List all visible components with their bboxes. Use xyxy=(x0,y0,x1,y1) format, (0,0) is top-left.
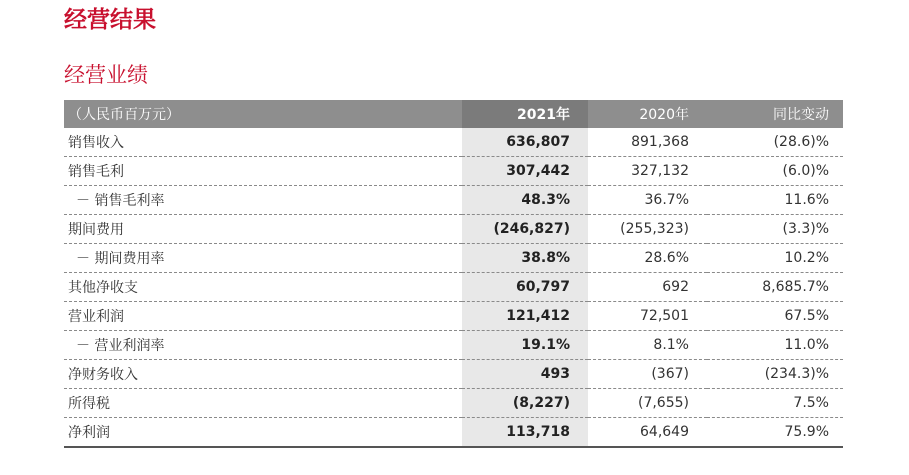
row-label: － 期间费用率 xyxy=(64,244,462,273)
value-change: 11.0% xyxy=(707,331,843,360)
value-2021: 19.1% xyxy=(462,331,588,360)
table-row xyxy=(64,302,843,331)
value-2020: 36.7% xyxy=(588,186,707,215)
value-change: 75.9% xyxy=(707,418,843,448)
table-header-row xyxy=(64,100,843,128)
row-label: 营业利润 xyxy=(64,302,462,331)
value-2021: (8,227) xyxy=(462,389,588,418)
value-2021: 307,442 xyxy=(462,157,588,186)
value-2020: 327,132 xyxy=(588,157,707,186)
row-label: 销售收入 xyxy=(64,128,462,157)
row-label: 其他净收支 xyxy=(64,273,462,302)
table-row xyxy=(64,244,843,273)
value-2021: 113,718 xyxy=(462,418,588,448)
value-2020: 692 xyxy=(588,273,707,302)
row-label: 期间费用 xyxy=(64,215,462,244)
operating-results-table xyxy=(64,100,843,448)
table-row xyxy=(64,389,843,418)
row-label: 净财务收入 xyxy=(64,360,462,389)
row-label: 销售毛利 xyxy=(64,157,462,186)
table-row xyxy=(64,157,843,186)
value-2021: 636,807 xyxy=(462,128,588,157)
value-2020: 28.6% xyxy=(588,244,707,273)
value-2021: 60,797 xyxy=(462,273,588,302)
value-2020: (367) xyxy=(588,360,707,389)
value-change: 67.5% xyxy=(707,302,843,331)
row-label: 所得税 xyxy=(64,389,462,418)
page-title: 经营结果 xyxy=(64,7,156,33)
value-2021: 48.3% xyxy=(462,186,588,215)
section-title: 经营业绩 xyxy=(64,63,148,87)
value-change: 8,685.7% xyxy=(707,273,843,302)
table-row xyxy=(64,331,843,360)
row-label: － 营业利润率 xyxy=(64,331,462,360)
column-header-2020: 2020年 xyxy=(588,100,707,128)
value-2020: 891,368 xyxy=(588,128,707,157)
value-2020: (7,655) xyxy=(588,389,707,418)
table-row xyxy=(64,186,843,215)
value-change: (3.3)% xyxy=(707,215,843,244)
value-change: (234.3)% xyxy=(707,360,843,389)
table-row xyxy=(64,360,843,389)
value-change: 11.6% xyxy=(707,186,843,215)
table-row xyxy=(64,215,843,244)
table-row xyxy=(64,273,843,302)
value-2020: (255,323) xyxy=(588,215,707,244)
row-label: 净利润 xyxy=(64,418,462,448)
value-change: (28.6)% xyxy=(707,128,843,157)
column-header-2021: 2021年 xyxy=(462,100,588,128)
value-change: (6.0)% xyxy=(707,157,843,186)
value-2020: 72,501 xyxy=(588,302,707,331)
column-header-change: 同比变动 xyxy=(707,100,843,128)
value-2021: 38.8% xyxy=(462,244,588,273)
value-2021: 121,412 xyxy=(462,302,588,331)
table-row xyxy=(64,128,843,157)
row-label: － 销售毛利率 xyxy=(64,186,462,215)
value-change: 10.2% xyxy=(707,244,843,273)
column-header-unit: （人民币百万元） xyxy=(64,100,462,128)
value-2020: 64,649 xyxy=(588,418,707,448)
value-2021: 493 xyxy=(462,360,588,389)
value-change: 7.5% xyxy=(707,389,843,418)
value-2020: 8.1% xyxy=(588,331,707,360)
table-row xyxy=(64,418,843,448)
value-2021: (246,827) xyxy=(462,215,588,244)
